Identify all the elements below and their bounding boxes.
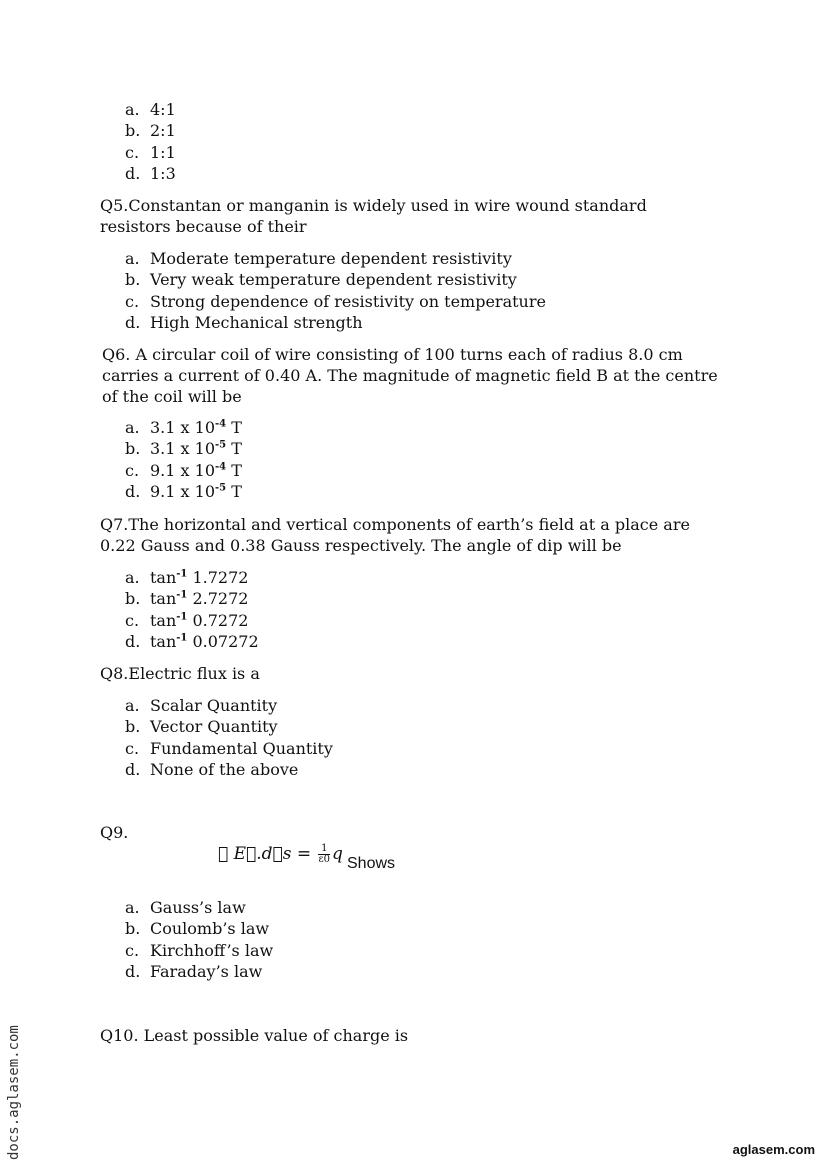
- option-exponent: -1: [176, 632, 188, 644]
- option-text: Strong dependence of resistivity on temperature: [150, 291, 546, 311]
- option-unit: T: [226, 481, 242, 501]
- option-exponent: -1: [176, 611, 188, 623]
- q7-option-c: [125, 610, 259, 631]
- option-letter: a.: [125, 568, 140, 587]
- q8-option-a: [125, 695, 333, 716]
- option-base: tan: [150, 568, 177, 587]
- option-letter: a.: [125, 418, 140, 437]
- option-letter: d.: [125, 759, 141, 779]
- option-letter: d.: [125, 961, 141, 981]
- option-base: tan: [150, 589, 177, 609]
- q6-option-a: [125, 417, 242, 438]
- q7-option-a: [125, 567, 259, 588]
- q8-option-b: [125, 716, 333, 737]
- option-letter: a.: [125, 100, 140, 119]
- q9-options: [125, 897, 273, 982]
- formula-rhs: q: [332, 844, 343, 864]
- option-letter: c.: [125, 610, 140, 630]
- q4-option-b: [125, 120, 176, 141]
- q10-question: Q10. Least possible value of charge is: [100, 1026, 409, 1045]
- option-text: Faraday’s law: [150, 961, 263, 981]
- option-letter: d.: [125, 481, 141, 501]
- option-exponent: -4: [215, 418, 227, 430]
- option-letter: b.: [125, 919, 141, 939]
- option-base: 9.1 x 10: [150, 481, 215, 501]
- q6-option-d: [125, 481, 242, 502]
- option-text: Coulomb’s law: [150, 919, 270, 939]
- option-exponent: -4: [215, 461, 227, 473]
- q8-option-d: [125, 759, 333, 780]
- q4-options: [125, 99, 176, 184]
- option-letter: c.: [125, 460, 140, 480]
- gauss-formula: [218, 844, 343, 865]
- option-letter: d.: [125, 163, 141, 183]
- q5-option-b: [125, 269, 546, 290]
- option-text: Fundamental Quantity: [150, 738, 333, 758]
- q6-question: Q6. A circular coil of wire consisting of 100 turns each of radius 8.0 cm carries a current of 0.40 A. The magnitude of magnetic field B at the centre of the coil will be: [102, 345, 718, 406]
- option-text: Very weak temperature dependent resistivity: [150, 270, 517, 290]
- q9-label: Q9.: [100, 823, 129, 842]
- option-exponent: -5: [215, 482, 227, 494]
- option-letter: d.: [125, 631, 141, 651]
- formula-denominator: ε0: [318, 854, 331, 865]
- q7-option-b: [125, 588, 259, 609]
- q8-options: [125, 695, 333, 780]
- option-letter: d.: [125, 312, 141, 332]
- option-text: 1:1: [150, 142, 176, 162]
- option-letter: c.: [125, 940, 140, 960]
- q7-options: [125, 567, 259, 652]
- option-text: Moderate temperature dependent resistivity: [150, 249, 512, 268]
- option-text: 1:3: [150, 163, 176, 183]
- option-letter: b.: [125, 121, 141, 141]
- q8-option-c: [125, 738, 333, 759]
- formula-fraction: [318, 844, 330, 865]
- option-value: 2.7272: [187, 589, 249, 609]
- option-text: 4:1: [150, 100, 176, 119]
- q5-option-a: [125, 248, 546, 269]
- option-letter: c.: [125, 738, 140, 758]
- q5-option-c: [125, 291, 546, 312]
- option-letter: a.: [125, 898, 140, 917]
- formula-shows-text: Shows: [347, 855, 396, 872]
- q5-option-d: [125, 312, 546, 333]
- q9-option-b: [125, 918, 273, 939]
- q4-option-d: [125, 163, 176, 184]
- option-text: High Mechanical strength: [150, 312, 363, 332]
- option-value: 0.7272: [187, 610, 249, 630]
- option-value: 0.07272: [187, 631, 259, 651]
- option-base: 3.1 x 10: [150, 439, 215, 459]
- option-unit: T: [226, 439, 242, 459]
- q7-question: Q7.The horizontal and vertical components of earth’s field at a place are 0.22 Gauss and 0.38 Gauss respectively. The angle of dip will be: [100, 515, 690, 555]
- option-base: 9.1 x 10: [150, 460, 215, 480]
- option-exponent: -1: [176, 589, 188, 601]
- option-text: Kirchhoff’s law: [150, 940, 274, 960]
- option-exponent: -5: [215, 439, 227, 451]
- q5-question: Q5.Constantan or manganin is widely used in wire wound standard resistors because of their: [100, 196, 647, 236]
- formula-numerator: 1: [318, 844, 330, 855]
- q5-options: [125, 248, 546, 333]
- option-base: tan: [150, 610, 177, 630]
- option-unit: T: [226, 418, 242, 437]
- option-letter: b.: [125, 439, 141, 459]
- option-exponent: -1: [176, 568, 188, 580]
- q7-option-d: [125, 631, 259, 652]
- q4-option-c: [125, 142, 176, 163]
- option-letter: b.: [125, 717, 141, 737]
- q9-option-d: [125, 961, 273, 982]
- option-unit: T: [226, 460, 242, 480]
- option-letter: c.: [125, 291, 140, 311]
- q9-option-c: [125, 940, 273, 961]
- option-text: Gauss’s law: [150, 898, 246, 917]
- option-letter: a.: [125, 696, 140, 715]
- option-text: None of the above: [150, 759, 299, 779]
- formula-lhs: ∮ E⃗.d⃗s =: [218, 844, 312, 864]
- option-letter: b.: [125, 589, 141, 609]
- option-base: 3.1 x 10: [150, 418, 215, 437]
- option-base: tan: [150, 631, 177, 651]
- option-letter: b.: [125, 270, 141, 290]
- option-value: 1.7272: [187, 568, 249, 587]
- option-text: 2:1: [150, 121, 176, 141]
- option-text: Scalar Quantity: [150, 696, 278, 715]
- side-watermark: docs.aglasem.com: [6, 1025, 22, 1160]
- footer-brand: aglasem.com: [732, 1142, 815, 1157]
- q6-options: [125, 417, 242, 502]
- q4-option-a: [125, 99, 176, 120]
- q9-option-a: [125, 897, 273, 918]
- option-letter: a.: [125, 249, 140, 268]
- option-text: Vector Quantity: [150, 717, 278, 737]
- option-letter: c.: [125, 142, 140, 162]
- q6-option-c: [125, 460, 242, 481]
- q6-option-b: [125, 438, 242, 459]
- q8-question: Q8.Electric flux is a: [100, 664, 260, 683]
